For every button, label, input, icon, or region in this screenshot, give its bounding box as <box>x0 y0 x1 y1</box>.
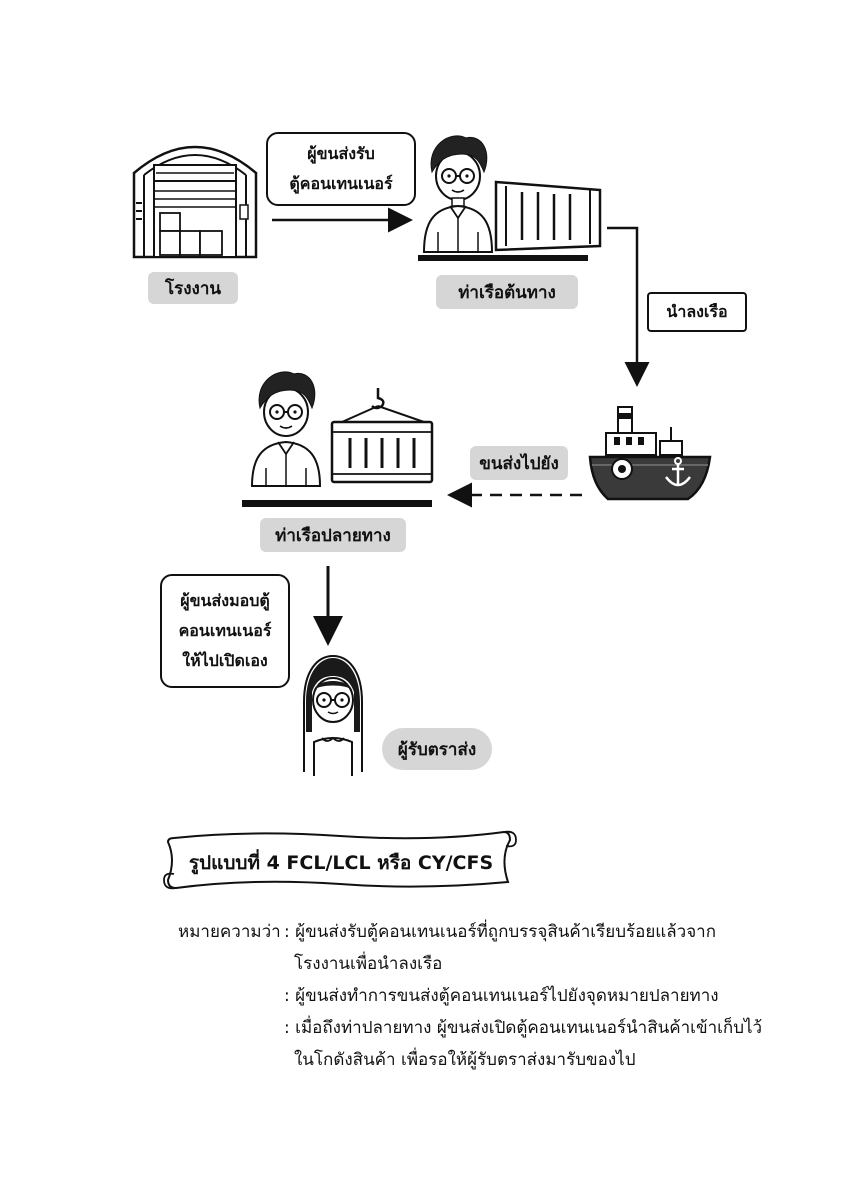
woman-icon <box>294 652 372 776</box>
pickup-bubble <box>266 132 416 206</box>
man-icon <box>418 132 498 252</box>
deliver-bubble-line-2: คอนเทนเนอร์ <box>178 621 272 640</box>
ship-icon <box>588 405 718 505</box>
warehouse-icon <box>130 133 260 263</box>
description-line-1: : ผู้ขนส่งรับตู้คอนเทนเนอร์ที่ถูกบรรจุสินค้าเรียบร้อยแล้วจาก <box>284 922 717 942</box>
description-line-5: ในโกดังสินค้า เพื่อรอให้ผู้รับตราส่งมารับของไป <box>294 1050 636 1070</box>
deliver-bubble-line-1: ผู้ขนส่งมอบตู้ <box>180 591 270 610</box>
destination-port-label: ท่าเรือปลายทาง <box>260 518 406 552</box>
description-line-4: : เมื่อถึงท่าปลายทาง ผู้ขนส่งเปิดตู้คอนเทนเนอร์นำสินค้าเข้าเก็บไว้ <box>284 1018 763 1038</box>
load-ship-label: นำลงเรือ <box>647 292 747 332</box>
factory-label: โรงงาน <box>148 272 238 304</box>
arrow-port-to-ship <box>607 228 637 382</box>
deliver-bubble-line-3: ให้ไปเปิดเอง <box>182 651 268 670</box>
description-heading: หมายความว่า <box>178 922 281 942</box>
origin-platform <box>418 255 588 261</box>
man-icon <box>246 368 326 486</box>
description-line-3: : ผู้ขนส่งทำการขนส่งตู้คอนเทนเนอร์ไปยังจุดหมายปลายทาง <box>284 986 719 1006</box>
consignee-label: ผู้รับตราส่ง <box>382 728 492 770</box>
description-line-2: โรงงานเพื่อนำลงเรือ <box>294 954 443 974</box>
origin-port-label: ท่าเรือต้นทาง <box>436 275 578 309</box>
container-icon <box>492 180 604 252</box>
crane-container-icon <box>328 386 438 486</box>
pickup-bubble-line-1: ผู้ขนส่งรับ <box>307 144 375 163</box>
pickup-bubble-line-2: ตู้คอนเทนเนอร์ <box>289 174 393 193</box>
destination-platform <box>242 500 432 507</box>
banner-title: รูปแบบที่ 4 FCL/LCL หรือ CY/CFS <box>188 852 494 874</box>
deliver-bubble <box>160 574 290 688</box>
ship-to-label: ขนส่งไปยัง <box>470 446 568 480</box>
